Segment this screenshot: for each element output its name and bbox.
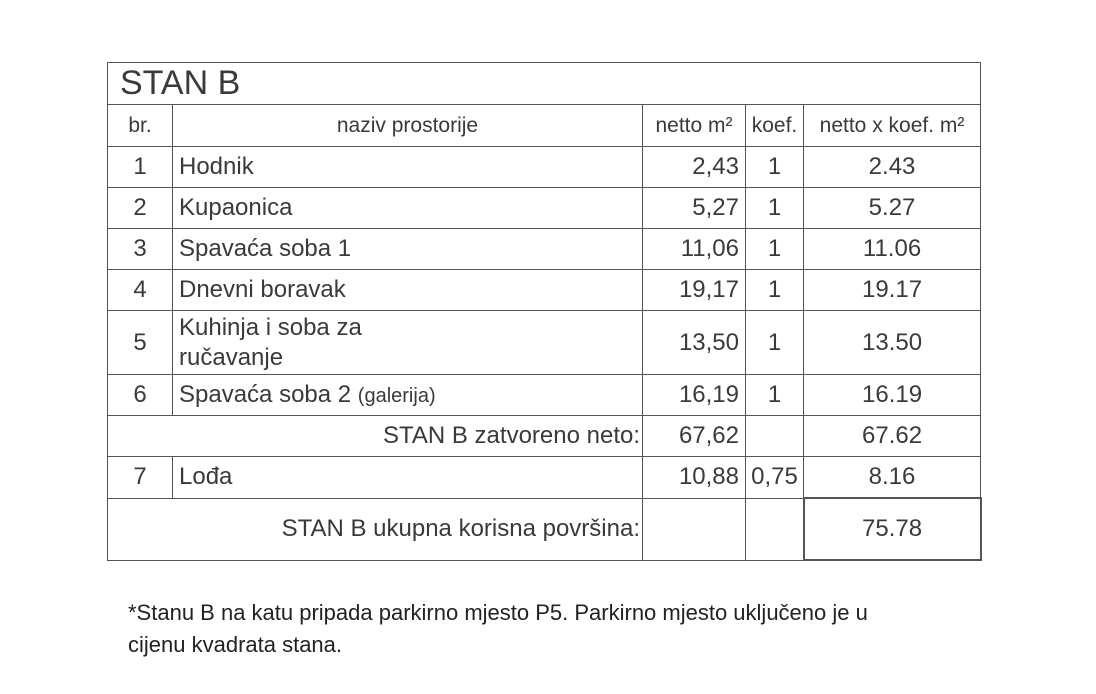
cell-netto: 13,50 bbox=[643, 311, 746, 375]
header-result: netto x koef. m² bbox=[804, 105, 981, 147]
cell-br: 7 bbox=[108, 457, 173, 499]
total-koef bbox=[746, 498, 804, 560]
cell-naziv-text: Spavaća soba 2 bbox=[179, 381, 352, 408]
table-row bbox=[108, 375, 981, 416]
cell-koef: 1 bbox=[746, 188, 804, 229]
table-row bbox=[108, 147, 981, 188]
table-title: STAN B bbox=[108, 63, 981, 105]
cell-koef: 1 bbox=[746, 375, 804, 416]
cell-koef: 1 bbox=[746, 311, 804, 375]
subtotal-label: STAN B zatvoreno neto: bbox=[108, 416, 643, 457]
subtotal-koef bbox=[746, 416, 804, 457]
cell-br: 2 bbox=[108, 188, 173, 229]
subtotal-row bbox=[108, 416, 981, 457]
cell-naziv: Spavaća soba 1 bbox=[173, 229, 643, 270]
cell-result: 8.16 bbox=[804, 457, 981, 499]
cell-naziv: Hodnik bbox=[173, 147, 643, 188]
cell-naziv bbox=[173, 375, 643, 416]
cell-result: 11.06 bbox=[804, 229, 981, 270]
cell-result: 5.27 bbox=[804, 188, 981, 229]
total-result: 75.78 bbox=[804, 498, 981, 560]
subtotal-netto: 67,62 bbox=[643, 416, 746, 457]
cell-result: 16.19 bbox=[804, 375, 981, 416]
header-koef: koef. bbox=[746, 105, 804, 147]
cell-naziv-note: (galerija) bbox=[357, 385, 436, 407]
total-label: STAN B ukupna korisna površina: bbox=[108, 498, 643, 560]
table-row bbox=[108, 457, 981, 499]
cell-koef: 1 bbox=[746, 229, 804, 270]
cell-netto: 19,17 bbox=[643, 270, 746, 311]
table-row bbox=[108, 188, 981, 229]
total-netto bbox=[643, 498, 746, 560]
footnote: *Stanu B na katu pripada parkirno mjesto P5. Parkirno mjesto uključeno je u cijenu kvadrata stana. bbox=[128, 600, 868, 657]
header-naziv: naziv prostorije bbox=[173, 105, 643, 147]
header-row bbox=[108, 105, 981, 147]
table-row bbox=[108, 270, 981, 311]
cell-br: 4 bbox=[108, 270, 173, 311]
table-row bbox=[108, 229, 981, 270]
cell-netto: 5,27 bbox=[643, 188, 746, 229]
cell-naziv: Lođa bbox=[173, 457, 643, 499]
total-row bbox=[108, 498, 981, 560]
header-netto: netto m² bbox=[643, 105, 746, 147]
cell-netto: 10,88 bbox=[643, 457, 746, 499]
cell-naziv: Kupaonica bbox=[173, 188, 643, 229]
cell-naziv: Dnevni boravak bbox=[173, 270, 643, 311]
cell-result: 2.43 bbox=[804, 147, 981, 188]
cell-naziv bbox=[173, 311, 643, 375]
cell-naziv-text: Kuhinja i soba za ručavanje bbox=[179, 313, 362, 371]
cell-koef: 0,75 bbox=[746, 457, 804, 499]
subtotal-result: 67.62 bbox=[804, 416, 981, 457]
table-row bbox=[108, 311, 981, 375]
cell-br: 1 bbox=[108, 147, 173, 188]
cell-br: 3 bbox=[108, 229, 173, 270]
cell-netto: 2,43 bbox=[643, 147, 746, 188]
cell-br: 6 bbox=[108, 375, 173, 416]
cell-netto: 11,06 bbox=[643, 229, 746, 270]
cell-koef: 1 bbox=[746, 270, 804, 311]
header-br: br. bbox=[108, 105, 173, 147]
cell-br: 5 bbox=[108, 311, 173, 375]
cell-result: 19.17 bbox=[804, 270, 981, 311]
cell-netto: 16,19 bbox=[643, 375, 746, 416]
cell-koef: 1 bbox=[746, 147, 804, 188]
area-table bbox=[107, 62, 982, 561]
cell-result: 13.50 bbox=[804, 311, 981, 375]
